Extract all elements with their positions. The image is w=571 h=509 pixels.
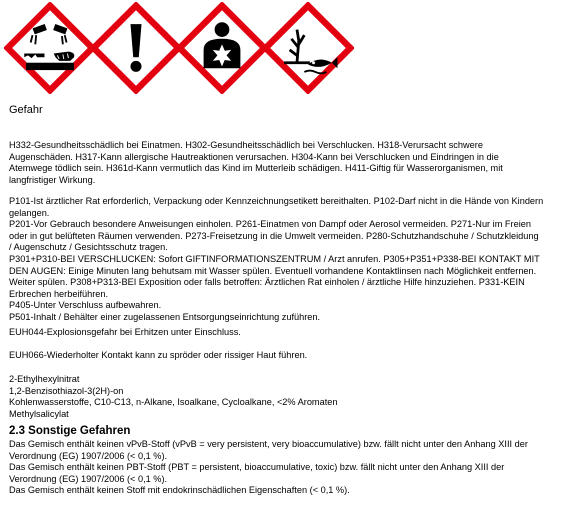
- exclamation-pictogram: [90, 2, 182, 94]
- ingredient-item: 2-Ethylhexylnitrat: [9, 374, 80, 384]
- precaution-line: P501-Inhalt / Behälter einer zugelassenen Entsorgungseinrichtung zuführen.: [9, 311, 321, 322]
- precaution-line: P301+P310-BEI VERSCHLUCKEN: Sofort GIFTINFORMATIONSZENTRUM / Arzt anrufen. P305+P351+P338-BEI KONTAKT MIT: [9, 253, 540, 264]
- section-line: Das Gemisch enthält keinen PBT-Stoff (PBT = persistent, bioaccumulative, toxic) bzw. fällt nicht unter den Anhang XIII der: [9, 462, 505, 473]
- exclamation-mark-icon: [90, 2, 182, 94]
- hazard-line: H332-Gesundheitsschädlich bei Einatmen. H302-Gesundheitsschädlich bei Verschlucken. H318-Verursacht schwere: [9, 140, 483, 150]
- section-line: Verordnung (EG) 1907/2006 (< 0,1 %).: [9, 473, 168, 484]
- precaution-line: gelangen.: [9, 207, 50, 218]
- section-line: Das Gemisch enthält keinen Stoff mit endokrinschädlichen Eigenschaften (< 0,1 %).: [9, 485, 350, 496]
- euh-line: EUH044-Explosionsgefahr bei Erhitzen unter Einschluss.: [9, 327, 241, 337]
- environment-pictogram: [262, 2, 354, 94]
- health-hazard-pictogram: [176, 2, 268, 94]
- section-line: Verordnung (EG) 1907/2006 (< 0,1 %).: [9, 450, 168, 461]
- euh-line: EUH066-Wiederholter Kontakt kann zu spröder oder rissiger Haut führen.: [9, 350, 308, 361]
- corrosion-pictogram: [4, 2, 96, 94]
- health-hazard-icon: [176, 2, 268, 94]
- hazard-line: langfristiger Wirkung.: [9, 174, 96, 185]
- precaution-line: P101-Ist ärztlicher Rat erforderlich, Verpackung oder Kennzeichnungsetikett bereithalten. P102-Darf nicht in die Hände von Kindern: [9, 196, 544, 206]
- precaution-line: P201-Vor Gebrauch besondere Anweisungen einholen. P261-Einatmen von Dampf oder Aerosol vermeiden. P271-Nur im Freien: [9, 219, 531, 230]
- environment-hazard-icon: [262, 2, 354, 94]
- precaution-line: / Augenschutz / Gesichtsschutz tragen.: [9, 242, 168, 253]
- precaution-line: oder in gut belüfteten Räumen verwenden. P273-Freisetzung in die Umwelt vermeiden. P280-Schutzhandschuhe / Schutzkleidung: [9, 230, 539, 241]
- section-heading: 2.3 Sonstige Gefahren: [9, 425, 131, 437]
- ingredient-item: Kohlenwasserstoffe, C10-C13, n-Alkane, Isoalkane, Cycloalkane, <2% Aromaten: [9, 397, 338, 408]
- precaution-line: DEN AUGEN: Einige Minuten lang behutsam mit Wasser spülen. Eventuell vorhandene Kontaktlinsen nach Möglichkeit entfernen.: [9, 265, 537, 276]
- ingredient-item: Methylsalicylat: [9, 408, 69, 419]
- section-body: [9, 439, 565, 497]
- corrosion-icon: [4, 2, 96, 94]
- precautionary-statements: [9, 196, 565, 324]
- section-line: Das Gemisch enthält keinen vPvB-Stoff (vPvB = very persistent, very bioaccumulative) bzw. fällt nicht unter den Anhang XIII der: [9, 439, 528, 449]
- precaution-line: Weiter spülen. P308+P313-BEI Exposition oder falls betroffen: Ärztlichen Rat einholen / ärztliche Hilfe hinzuziehen. P331-KEIN: [9, 277, 525, 288]
- precaution-line: Erbrechen herbeiführen.: [9, 288, 109, 299]
- hazard-line: Augenschäden. H317-Kann allergische Hautreaktionen verursachen. H304-Kann bei Verschlucken und Eindringen in die: [9, 151, 499, 162]
- ingredient-item: 1,2-Benzisothiazol-3(2H)-on: [9, 385, 124, 396]
- hazard-line: Atemwege tödlich sein. H361d-Kann vermutlich das Kind im Mutterleib schädigen. H411-Giftig für Wasserorganismen, mit: [9, 163, 503, 174]
- precaution-line: P405-Unter Verschluss aufbewahren.: [9, 300, 162, 311]
- signal-word: Gefahr: [9, 104, 43, 116]
- euh-statements: [9, 327, 565, 362]
- hazardous-ingredients: [9, 374, 565, 420]
- ghs-pictograms: [4, 2, 564, 98]
- hazard-statements: [9, 140, 565, 186]
